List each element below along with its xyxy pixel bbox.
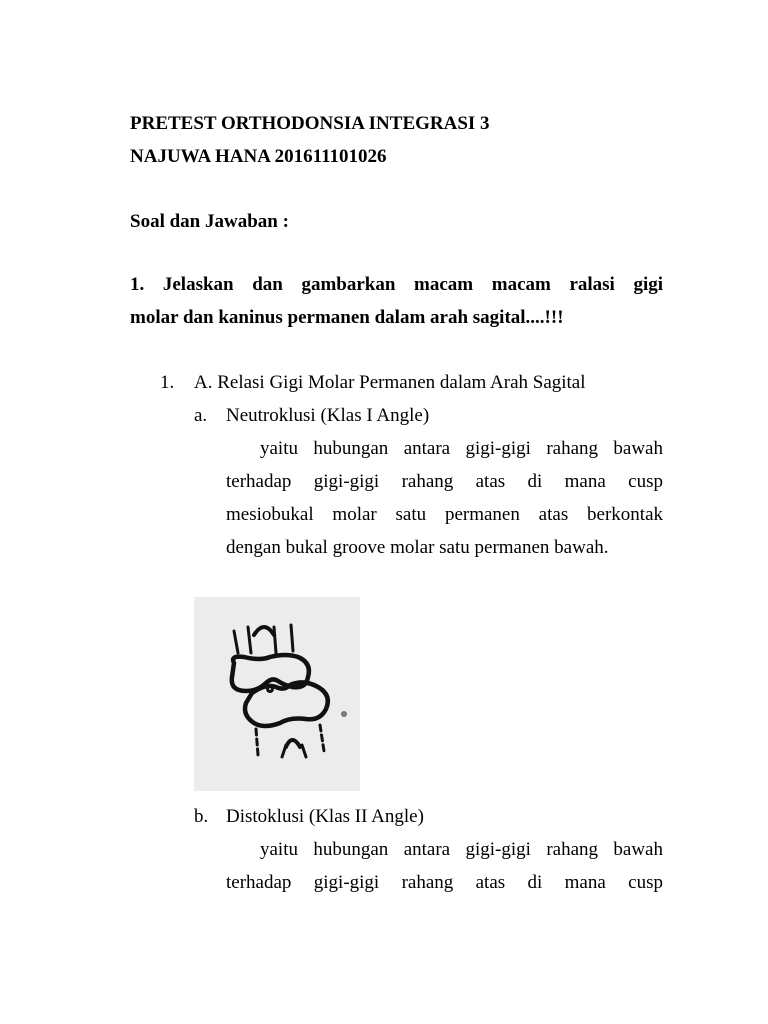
molar-drawing bbox=[194, 597, 360, 791]
upper-root-1 bbox=[234, 631, 238, 653]
lower-root-1 bbox=[256, 729, 258, 755]
sub-a-title: Neutroklusi (Klas I Angle) bbox=[226, 405, 430, 426]
lower-root-3 bbox=[302, 745, 306, 757]
sub-a-paragraph-line-2: terhadap gigi-gigi rahang atas di mana cusp bbox=[226, 471, 663, 492]
molar-relation-figure bbox=[194, 597, 360, 791]
lower-molar-crown bbox=[245, 682, 328, 726]
contact-point bbox=[268, 687, 273, 692]
speck bbox=[341, 711, 347, 717]
upper-root-arch bbox=[254, 627, 274, 635]
sub-b-title: Distoklusi (Klas II Angle) bbox=[226, 806, 424, 827]
section-heading: Soal dan Jawaban : bbox=[130, 211, 289, 232]
lower-root-arch bbox=[286, 740, 300, 747]
question-line-2: molar dan kaninus permanen dalam arah sagital....!!! bbox=[130, 307, 564, 328]
question-line-1: 1. Jelaskan dan gambarkan macam macam ralasi gigi bbox=[130, 274, 663, 295]
answer-item-number: 1. bbox=[160, 372, 175, 393]
sub-a-letter: a. bbox=[194, 405, 208, 426]
lower-root-2 bbox=[282, 745, 286, 757]
upper-root-4 bbox=[291, 625, 293, 651]
answer-item-title: A. Relasi Gigi Molar Permanen dalam Arah Sagital bbox=[194, 372, 586, 393]
sub-b-paragraph-line-1: yaitu hubungan antara gigi-gigi rahang bawah bbox=[260, 839, 663, 860]
upper-root-2 bbox=[248, 627, 251, 653]
sub-a-paragraph-line-1: yaitu hubungan antara gigi-gigi rahang bawah bbox=[260, 438, 663, 459]
document-title: PRETEST ORTHODONSIA INTEGRASI 3 bbox=[130, 113, 490, 134]
upper-root-3 bbox=[274, 627, 276, 653]
sub-b-letter: b. bbox=[194, 806, 209, 827]
document-author: NAJUWA HANA 201611101026 bbox=[130, 146, 387, 167]
sub-b-paragraph-line-2: terhadap gigi-gigi rahang atas di mana cusp bbox=[226, 872, 663, 893]
sub-a-paragraph-line-3: mesiobukal molar satu permanen atas berkontak bbox=[226, 504, 663, 525]
lower-root-4 bbox=[320, 725, 324, 751]
sub-a-paragraph-line-4: dengan bukal groove molar satu permanen bawah. bbox=[226, 537, 609, 558]
